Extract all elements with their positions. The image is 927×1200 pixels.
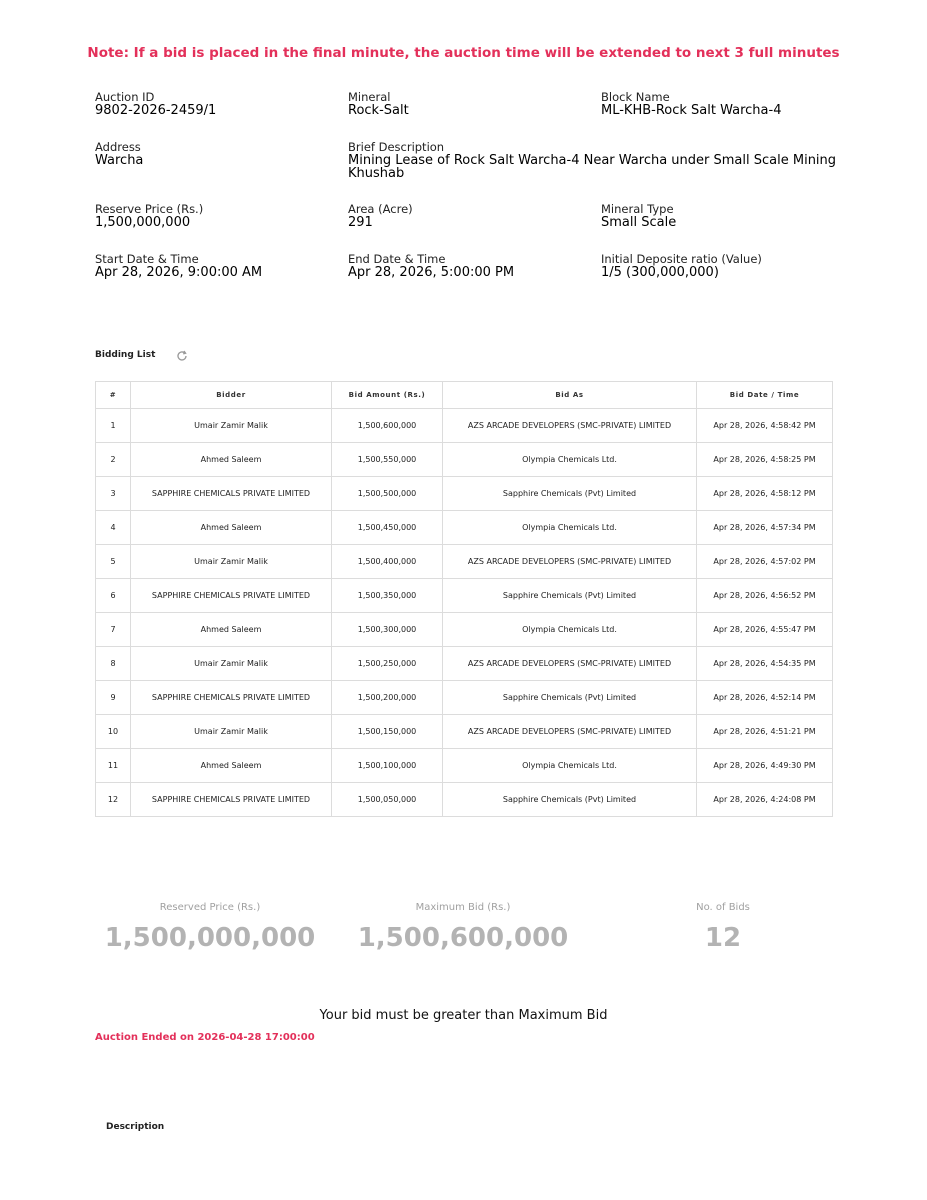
info-end-date xyxy=(348,252,601,302)
cell-bidder: SAPPHIRE CHEMICALS PRIVATE LIMITED xyxy=(131,579,332,613)
info-initial-deposit xyxy=(601,252,855,302)
cell-bid-as: Olympia Chemicals Ltd. xyxy=(443,749,697,783)
info-value: Rock-Salt xyxy=(348,103,409,118)
table-header-row xyxy=(96,382,833,409)
summary-reserved-price xyxy=(95,902,325,953)
table-row xyxy=(96,409,833,443)
info-mineral-type xyxy=(601,202,855,252)
cell-number: 8 xyxy=(96,647,131,681)
info-value: 1/5 (300,000,000) xyxy=(601,265,719,280)
cell-bid-date: Apr 28, 2026, 4:57:02 PM xyxy=(697,545,833,579)
col-header-bid-date: Bid Date / Time xyxy=(697,382,833,409)
info-reserve-price xyxy=(95,202,348,252)
info-value: Small Scale xyxy=(601,215,677,230)
info-label: Start Date & Time xyxy=(95,252,199,266)
cell-bidder: Ahmed Saleem xyxy=(131,613,332,647)
cell-number: 2 xyxy=(96,443,131,477)
cell-number: 4 xyxy=(96,511,131,545)
bidding-list-header xyxy=(95,348,189,362)
cell-number: 5 xyxy=(96,545,131,579)
cell-bid-amount: 1,500,250,000 xyxy=(332,647,443,681)
table-row xyxy=(96,613,833,647)
cell-number: 7 xyxy=(96,613,131,647)
info-value: 291 xyxy=(348,215,373,230)
info-brief-description xyxy=(348,140,855,202)
cell-bid-amount: 1,500,450,000 xyxy=(332,511,443,545)
col-header-bid-as: Bid As xyxy=(443,382,697,409)
auction-summary xyxy=(95,902,855,953)
table-row xyxy=(96,545,833,579)
col-header-number: # xyxy=(96,382,131,409)
cell-number: 6 xyxy=(96,579,131,613)
cell-bidder: SAPPHIRE CHEMICALS PRIVATE LIMITED xyxy=(131,477,332,511)
info-label: Brief Description xyxy=(348,140,445,154)
cell-number: 11 xyxy=(96,749,131,783)
cell-bid-date: Apr 28, 2026, 4:55:47 PM xyxy=(697,613,833,647)
cell-bid-as: Olympia Chemicals Ltd. xyxy=(443,511,697,545)
info-label: Mineral xyxy=(348,90,391,104)
cell-bid-date: Apr 28, 2026, 4:57:34 PM xyxy=(697,511,833,545)
cell-bid-amount: 1,500,300,000 xyxy=(332,613,443,647)
info-label: Address xyxy=(95,140,141,154)
cell-bidder: Umair Zamir Malik xyxy=(131,715,332,749)
cell-bid-as: Sapphire Chemicals (Pvt) Limited xyxy=(443,681,697,715)
cell-number: 9 xyxy=(96,681,131,715)
col-header-bid-amount: Bid Amount (Rs.) xyxy=(332,382,443,409)
cell-bid-date: Apr 28, 2026, 4:56:52 PM xyxy=(697,579,833,613)
cell-bid-date: Apr 28, 2026, 4:54:35 PM xyxy=(697,647,833,681)
table-row xyxy=(96,477,833,511)
cell-bidder: SAPPHIRE CHEMICALS PRIVATE LIMITED xyxy=(131,783,332,817)
table-row xyxy=(96,749,833,783)
summary-value: 1,500,600,000 xyxy=(357,923,569,953)
table-row xyxy=(96,511,833,545)
cell-bid-date: Apr 28, 2026, 4:49:30 PM xyxy=(697,749,833,783)
cell-bid-as: Sapphire Chemicals (Pvt) Limited xyxy=(443,579,697,613)
cell-bid-date: Apr 28, 2026, 4:58:42 PM xyxy=(697,409,833,443)
cell-bid-amount: 1,500,100,000 xyxy=(332,749,443,783)
cell-bid-amount: 1,500,550,000 xyxy=(332,443,443,477)
cell-bidder: Umair Zamir Malik xyxy=(131,647,332,681)
info-area xyxy=(348,202,601,252)
info-value: 9802-2026-2459/1 xyxy=(95,103,217,118)
info-address xyxy=(95,140,348,202)
cell-bidder: Ahmed Saleem xyxy=(131,443,332,477)
refresh-icon[interactable] xyxy=(175,348,189,362)
auction-info-grid xyxy=(95,90,855,302)
info-value: Mining Lease of Rock Salt Warcha-4 Near Warcha under Small Scale Mining Khushab xyxy=(348,153,837,181)
bidding-table xyxy=(95,381,833,817)
table-row xyxy=(96,579,833,613)
final-minute-note: Note: If a bid is placed in the final minute, the auction time will be extended to next 3 full minutes xyxy=(87,45,840,61)
cell-bid-date: Apr 28, 2026, 4:58:25 PM xyxy=(697,443,833,477)
info-row xyxy=(95,140,855,202)
cell-bidder: Umair Zamir Malik xyxy=(131,545,332,579)
cell-bid-amount: 1,500,500,000 xyxy=(332,477,443,511)
cell-bid-date: Apr 28, 2026, 4:51:21 PM xyxy=(697,715,833,749)
cell-number: 1 xyxy=(96,409,131,443)
cell-bid-as: AZS ARCADE DEVELOPERS (SMC-PRIVATE) LIMITED xyxy=(443,545,697,579)
cell-bidder: Ahmed Saleem xyxy=(131,511,332,545)
cell-bid-date: Apr 28, 2026, 4:52:14 PM xyxy=(697,681,833,715)
cell-bid-as: Olympia Chemicals Ltd. xyxy=(443,613,697,647)
info-row xyxy=(95,202,855,252)
col-header-bidder: Bidder xyxy=(131,382,332,409)
info-value: Apr 28, 2026, 5:00:00 PM xyxy=(348,265,515,280)
summary-number-of-bids xyxy=(601,902,845,953)
bidding-list-title: Bidding List xyxy=(95,350,156,360)
info-start-date xyxy=(95,252,348,302)
cell-bid-as: AZS ARCADE DEVELOPERS (SMC-PRIVATE) LIMITED xyxy=(443,409,697,443)
cell-bid-amount: 1,500,050,000 xyxy=(332,783,443,817)
cell-bid-amount: 1,500,150,000 xyxy=(332,715,443,749)
summary-label: No. of Bids xyxy=(696,902,750,913)
cell-bid-amount: 1,500,400,000 xyxy=(332,545,443,579)
bid-requirement-text: Your bid must be greater than Maximum Bid xyxy=(319,1008,608,1023)
cell-bid-amount: 1,500,600,000 xyxy=(332,409,443,443)
info-block-name xyxy=(601,90,855,140)
cell-bid-as: Sapphire Chemicals (Pvt) Limited xyxy=(443,783,697,817)
info-label: Auction ID xyxy=(95,90,155,104)
info-value: 1,500,000,000 xyxy=(95,215,191,230)
table-row xyxy=(96,443,833,477)
info-label: Reserve Price (Rs.) xyxy=(95,202,204,216)
auction-ended-text: Auction Ended on 2026-04-28 17:00:00 xyxy=(95,1032,315,1043)
cell-bid-as: Olympia Chemicals Ltd. xyxy=(443,443,697,477)
cell-bid-amount: 1,500,200,000 xyxy=(332,681,443,715)
summary-maximum-bid xyxy=(325,902,601,953)
info-label: Mineral Type xyxy=(601,202,674,216)
info-label: End Date & Time xyxy=(348,252,446,266)
cell-number: 3 xyxy=(96,477,131,511)
cell-bid-date: Apr 28, 2026, 4:24:08 PM xyxy=(697,783,833,817)
cell-number: 10 xyxy=(96,715,131,749)
info-label: Block Name xyxy=(601,90,670,104)
info-row xyxy=(95,90,855,140)
info-label: Initial Deposite ratio (Value) xyxy=(601,252,762,266)
cell-bid-as: Sapphire Chemicals (Pvt) Limited xyxy=(443,477,697,511)
cell-bidder: SAPPHIRE CHEMICALS PRIVATE LIMITED xyxy=(131,681,332,715)
info-mineral xyxy=(348,90,601,140)
table-row xyxy=(96,715,833,749)
table-row xyxy=(96,647,833,681)
cell-bid-date: Apr 28, 2026, 4:58:12 PM xyxy=(697,477,833,511)
bidding-table-body xyxy=(96,409,833,817)
summary-label: Reserved Price (Rs.) xyxy=(159,902,261,913)
table-row xyxy=(96,783,833,817)
cell-bidder: Ahmed Saleem xyxy=(131,749,332,783)
summary-label: Maximum Bid (Rs.) xyxy=(415,902,511,913)
info-row xyxy=(95,252,855,302)
cell-bidder: Umair Zamir Malik xyxy=(131,409,332,443)
cell-number: 12 xyxy=(96,783,131,817)
info-value: Warcha xyxy=(95,153,144,168)
cell-bid-amount: 1,500,350,000 xyxy=(332,579,443,613)
info-auction-id xyxy=(95,90,348,140)
cell-bid-as: AZS ARCADE DEVELOPERS (SMC-PRIVATE) LIMITED xyxy=(443,715,697,749)
info-label: Area (Acre) xyxy=(348,202,413,216)
summary-value: 1,500,000,000 xyxy=(104,923,316,953)
info-value: Apr 28, 2026, 9:00:00 AM xyxy=(95,265,263,280)
info-value: ML-KHB-Rock Salt Warcha-4 xyxy=(601,103,782,118)
table-row xyxy=(96,681,833,715)
cell-bid-as: AZS ARCADE DEVELOPERS (SMC-PRIVATE) LIMITED xyxy=(443,647,697,681)
summary-value: 12 xyxy=(704,923,742,953)
description-title: Description xyxy=(106,1122,165,1132)
